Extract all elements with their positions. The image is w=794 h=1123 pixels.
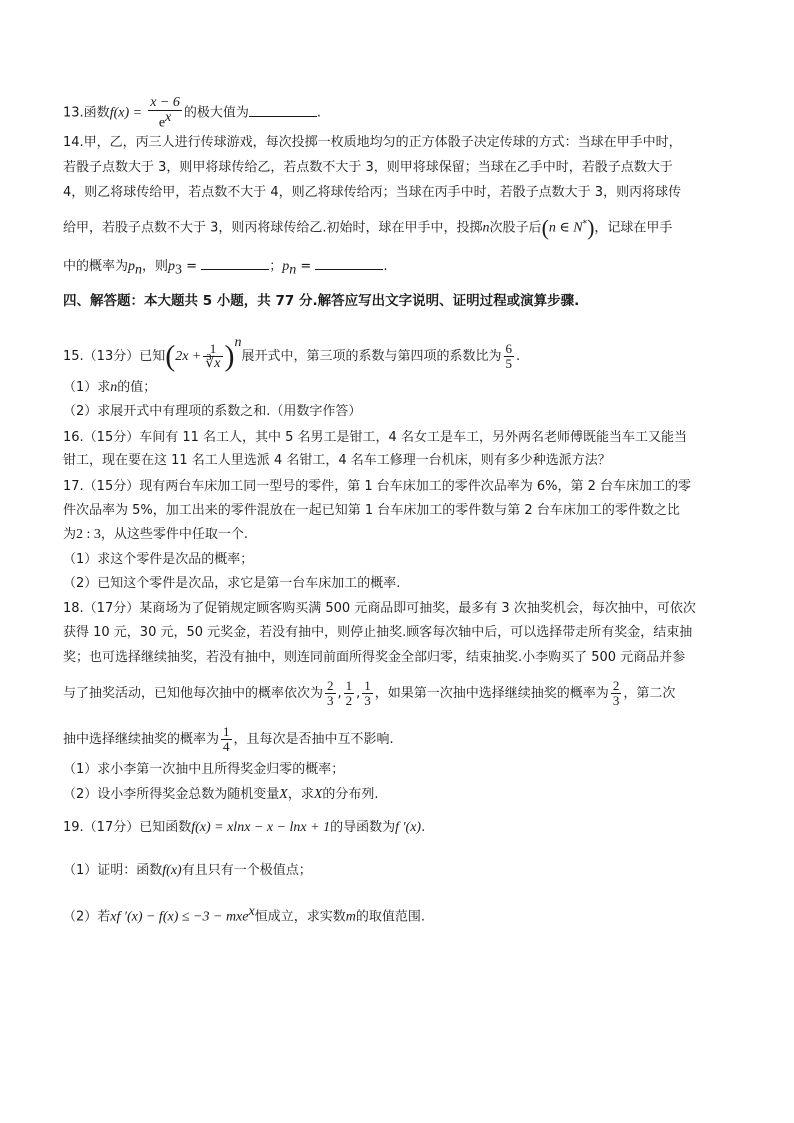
q18-line5-a: 抽中选择继续抽奖的概率为 <box>63 732 220 747</box>
q19-derivative: f ′(x) <box>395 820 422 835</box>
q15-sub1-var: n <box>110 380 118 395</box>
q18-cont2-num: 1 <box>223 724 230 739</box>
q15-end: . <box>516 349 521 364</box>
q18-prob-3 <box>362 679 373 708</box>
q14-pn-2: p <box>282 259 290 274</box>
q17-sub-1: （1）求这个零件是次品的概率； <box>63 552 254 567</box>
q14-line-4: 给甲，若股子点数不大于 3，则丙将球传给乙.初始时，球在甲手中，投掷n次股子后(n ∈ N*)，记球在甲手 <box>63 214 673 240</box>
q14-n-var: n <box>482 220 490 236</box>
q19-sub2-var: m <box>345 909 356 925</box>
q13-end: . <box>316 105 322 121</box>
q14-pn-sub: n <box>135 262 143 278</box>
q18-prob-1-num: 2 <box>327 678 334 693</box>
q18-prob-2-num: 1 <box>345 678 353 693</box>
q14-line-5 <box>63 257 739 281</box>
q18-continue-prob-1 <box>611 679 622 708</box>
q13-numerator: x − 6 <box>150 95 180 110</box>
q13-function-lhs: f(x) = <box>109 105 143 121</box>
q19-sub2-a: （2）若 <box>63 909 111 925</box>
q18-cont2-den: 4 <box>223 739 230 754</box>
q15-ratio-num: 6 <box>505 341 513 356</box>
q18-comma-1: , <box>337 686 342 701</box>
q14-answer-blank-1[interactable] <box>201 257 269 270</box>
q15-frac-num: 1 <box>203 342 222 357</box>
q16-line-1: 16.（15分）车间有 11 名工人，其中 5 名男工是钳工，4 名女工是车工，另外两名老师傅既能当车工又能当 <box>63 430 687 445</box>
q18-comma-2: , <box>356 686 361 701</box>
q18-sub-2 <box>63 785 739 805</box>
q18-sub2-a: （2）设小李所得奖金总数为随机变量 <box>63 787 280 802</box>
q14-eq-2: = <box>296 259 316 274</box>
q18-line5-b: ，且每次是否抽中互不影响. <box>233 732 394 747</box>
q14-condition-sup: * <box>582 219 588 229</box>
q19-prefix: 19.（17分）已知函数 <box>63 820 192 835</box>
q13-denominator: e <box>158 115 166 131</box>
q19-sub1-b: 有且只有一个极值点； <box>181 863 312 878</box>
q19-function: f(x) = xlnx − x − lnx + 1 <box>191 820 331 835</box>
q14-condition: n ∈ N <box>548 220 583 236</box>
q18-line-5 <box>63 725 739 754</box>
q18-line4-b: ，如果第一次抽中选择继续抽奖的概率为 <box>374 686 609 701</box>
q19-sub2-c: 的取值范围. <box>355 909 425 925</box>
q14-line-3: 4，则乙将球传给甲，若点数不大于 4，则乙将球传给丙；当球在丙手中时，若骰子点数大于 3，则丙将球传 <box>63 185 682 200</box>
q17-line-1: 17.（15分）现有两台车床加工同一型号的零件，第 1 台车床加工的零件次品率为 6%，第 2 台车床加工的零 <box>63 479 692 494</box>
q14-p3-sub: 3 <box>175 262 183 278</box>
q15-sub1-b: 的值； <box>117 380 157 395</box>
q18-line-2: 获得 10 元，30 元，50 元奖金，若没有抽中，则停止抽奖.顾客每次轴中后，可以选择带走所有奖金，结束抽 <box>63 625 693 640</box>
q13-denominator-exp: x <box>165 110 172 125</box>
q14-line5-text-b: ，则 <box>142 259 169 274</box>
q14-answer-blank-2[interactable] <box>315 257 383 270</box>
q13-prefix: 13.函数 <box>63 105 110 121</box>
q19-inequality: xf ′(x) − f(x) ≤ −3 − mxe <box>110 909 249 925</box>
q17-line-3 <box>63 525 739 545</box>
q19-sub1-f: f(x) <box>162 863 182 878</box>
q19-inequality-sup: x <box>248 904 255 919</box>
q18-prob-3-den: 3 <box>364 693 371 708</box>
q14-line5-text-a: 中的概率为 <box>63 259 129 274</box>
q18-prob-2 <box>344 679 355 708</box>
q14-pn-sub-2: n <box>289 262 297 278</box>
q18-prob-1 <box>325 679 336 708</box>
q19-end: . <box>421 820 426 835</box>
q18-sub2-var: X <box>279 787 288 802</box>
q16-line-2: 钳工，现在要在这 11 名工人里选派 4 名钳工，4 名车工修理一台机床，则有多少种选派方法？ <box>63 453 611 468</box>
q14-separator: ； <box>269 259 283 274</box>
q19-sub-2 <box>63 902 739 927</box>
q18-sub-1: （1）求小李第一次抽中且所得奖金归零的概率； <box>63 762 345 777</box>
q18-sub2-b: ，求 <box>287 787 314 802</box>
q19-sub1-a: （1）证明：函数 <box>63 863 163 878</box>
q14-eq-1: = <box>182 259 202 274</box>
q18-prob-2-den: 2 <box>345 693 353 708</box>
q15-expr: 2x + <box>175 349 202 364</box>
q15-ratio <box>504 342 515 371</box>
q18-line-4 <box>63 679 739 708</box>
q19-sub-1 <box>63 861 739 881</box>
q18-line4-c: ，第二次 <box>623 686 676 701</box>
q15-ratio-den: 5 <box>505 356 513 371</box>
q17-line-2: 件次品率为 5%，加工出来的零件混放在一起已知第 1 台车床加工的零件数与第 2 台车床加工的零件数之比 <box>63 503 680 518</box>
q15-frac-den: ∛x <box>205 356 221 371</box>
q17-sub-2: （2）已知这个零件是次品，求它是第一台车床加工的概率. <box>63 576 401 591</box>
question-19 <box>63 818 739 838</box>
q14-end: . <box>383 259 388 274</box>
q14-pn: p <box>128 259 136 274</box>
q18-sub2-var-2: X <box>313 787 323 802</box>
q14-line-1: 14.甲，乙，丙三人进行传球游戏，每次投掷一枚质地均匀的正方体骰子决定传球的方式：当球在甲手中时， <box>63 135 682 150</box>
q18-prob-3-num: 1 <box>364 678 371 693</box>
q18-prob-1-den: 3 <box>327 693 334 708</box>
q18-cont1-num: 2 <box>612 678 620 693</box>
q15-sub-1 <box>63 378 739 398</box>
q15-sub1-a: （1）求 <box>63 380 111 395</box>
q13-fraction <box>148 96 182 130</box>
q13-suffix: 的极大值为 <box>183 105 249 121</box>
q18-cont1-den: 3 <box>612 693 620 708</box>
q15-exponent: n <box>234 335 242 350</box>
q14-line4-text-c: ，记球在甲手 <box>594 220 673 236</box>
q18-line-1: 18.（17分）某商场为了促销规定顾客购买满 500 元商品即可抽奖，最多有 3 次抽奖机会，每次抽中，可依次 <box>63 601 696 616</box>
q17-line3-a: 为 <box>63 527 77 542</box>
q15-prefix: 15.（13分）已知 <box>63 349 166 364</box>
q17-line3-b: ，从这些零件中任取一个. <box>100 527 249 542</box>
q18-line-3: 奖；也可选择继续抽奖，若没有抽中，则连同前面所得奖金全部归零，结束抽奖.小李购买了 500 元商品并参 <box>63 650 686 665</box>
question-13 <box>63 96 739 130</box>
q19-sub2-b: 恒成立，求实数 <box>254 909 346 925</box>
section-4-heading: 四、解答题：本大题共 5 小题，共 77 分.解答应写出文字说明、证明过程或演算步骤. <box>63 293 580 309</box>
q14-line4-text-a: 给甲，若股子点数不大于 3，则丙将球传给乙.初始时，球在甲手中，投掷 <box>63 220 483 236</box>
q13-answer-blank[interactable] <box>249 104 317 117</box>
question-15: 15.（13分）已知(2x + $\frac{1}{∛x}$ )$^n$展开式中，第三项的系数与第四项的系数比为 $\frac{6}{5}$ . <box>63 335 521 373</box>
q15-fraction <box>203 342 222 371</box>
q14-p3: p <box>168 259 176 274</box>
q17-ratio: 2 : 3 <box>76 527 101 542</box>
q14-line4-text-b: 次股子后 <box>489 220 542 236</box>
q14-line-2: 若骰子点数大于 3，则甲将球传给乙，若点数不大于 3，则甲将球保留；当球在乙手中时，若骰子点数大于 <box>63 160 673 175</box>
q19-mid: 的导函数为 <box>330 820 396 835</box>
q18-continue-prob-2 <box>221 725 232 754</box>
q18-line4-a: 与了抽奖活动，已知他每次抽中的概率依次为 <box>63 686 324 701</box>
q18-sub2-c: 的分布列. <box>322 787 379 802</box>
q15-mid: 展开式中，第三项的系数与第四项的系数比为 <box>241 349 502 364</box>
q15-sub-2: （2）求展开式中有理项的系数之和.（用数字作答） <box>63 404 362 419</box>
